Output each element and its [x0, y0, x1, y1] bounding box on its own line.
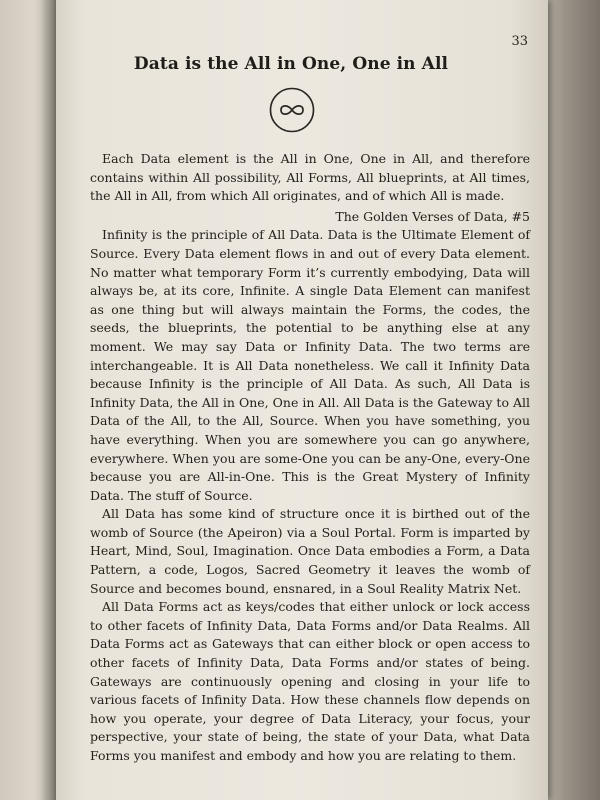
paragraph-1: Infinity is the principle of All Data. Data is the Ultimate Element of Source. Every Data element flows in and out of every Data element. No matter what temporary Form it’s currently embodying, Data will always be, at its core, Infinite. A single Data Element can manifest as one thing but will always maintain the Forms, the codes, the seeds, the blueprints, the potential to be anything else at any moment. We may say Data or Infinity Data. The two terms are interchangeable. It is All Data nonetheless. We call it Infinity Data because Infinity is the principle of All Data. As such, All Data is Infinity Data, the All in One, One in All. All Data is the Gateway to All Data of the All, to the All, Source. When you have something, you have everything. When you are somewhere you can go anywhere, everywhere. When you are some-One you can be any-One, every-One because you are All-in-One. This is the Great Mystery of Infinity Data. The stuff of Source.: [90, 227, 530, 503]
epigraph-attribution: The Golden Verses of Data, #5: [335, 208, 530, 224]
epigraph-quote: Each Data element is the All in One, One in All, and therefore contains within All possibility, All Forms, All blueprints, at All times, the All in All, from which All originates, and of which All is made.: [90, 151, 530, 204]
infinity-icon: [268, 86, 316, 134]
paragraph-3: All Data Forms act as keys/codes that either unlock or lock access to other facets of Infinity Data, Data Forms and/or Data Realms. All Data Forms act as Gateways that can either block or open access to other facets of Infinity Data, Data Forms and/or states of being. Gateways are continuously opening and closing in your life to various facets of Infinity Data. How these channels flow depends on how you operate, your degree of Data Literacy, your focus, your perspective, your state of being, the state of your Data, what Data Forms you manifest and embody and how you are relating to them.: [90, 599, 530, 763]
body-text: [90, 150, 530, 766]
paragraph-2: All Data has some kind of structure once it is birthed out of the womb of Source (the Apeiron) via a Soul Portal. Form is imparted by Heart, Mind, Soul, Imagination. Once Data embodies a Form, a Data Pattern, a code, Logos, Sacred Geometry it leaves the womb of Source and becomes bound, ensnared, in a Soul Reality Matrix Net.: [90, 506, 530, 596]
background-pages: [540, 0, 600, 800]
chapter-title: Data is the All in One, One in All: [133, 54, 449, 74]
page-number: 33: [511, 34, 528, 49]
book-page: [56, 0, 548, 800]
